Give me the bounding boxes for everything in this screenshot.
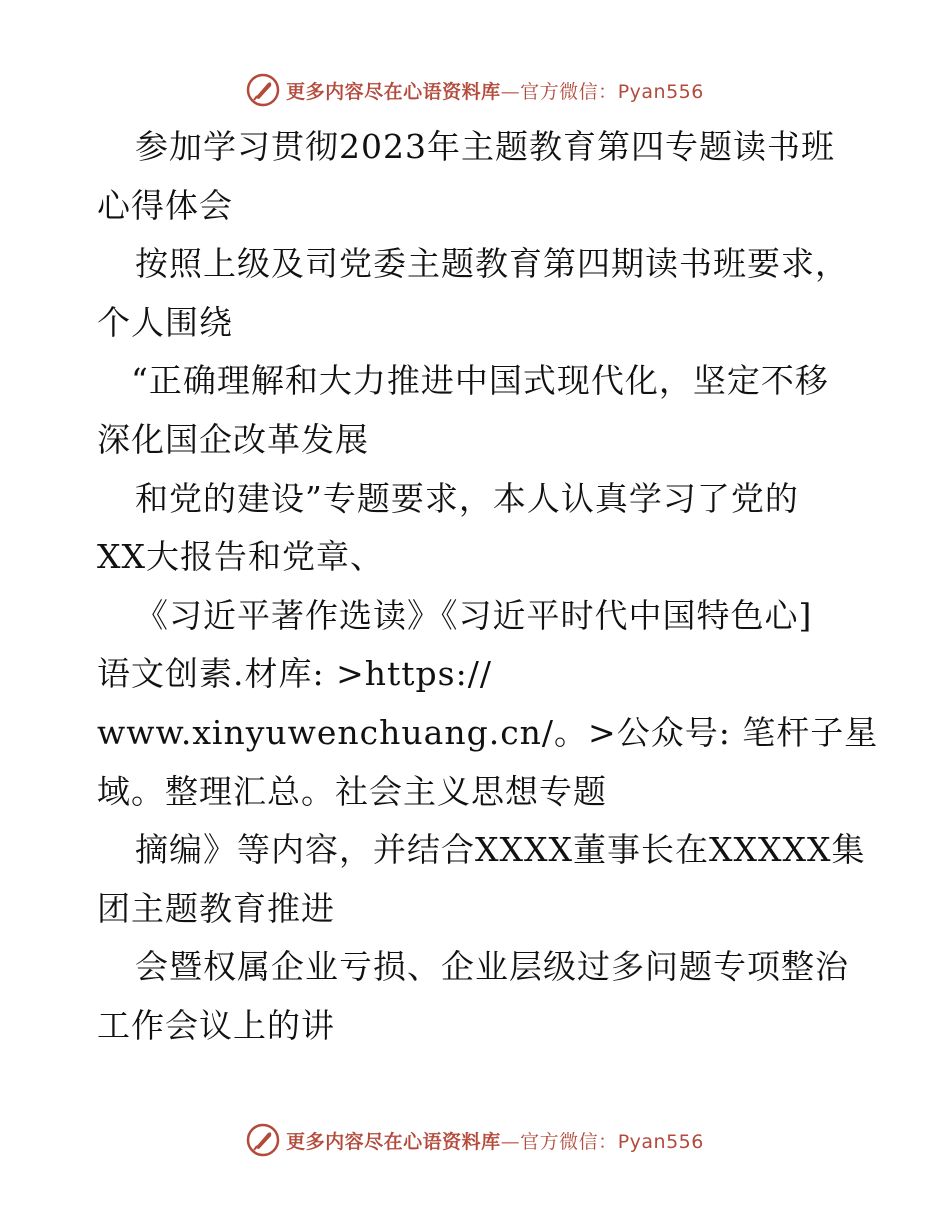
watermark-wechat-id: Pyan556 [617, 1130, 704, 1153]
paragraph-line: 和党的建设”专题要求，本人认真学习了党的 [135, 478, 799, 518]
watermark-main: 更多内容尽在心语资料库 [286, 1130, 501, 1153]
watermark-wechat-label: 官方微信： [520, 80, 618, 103]
watermark-wechat-id: Pyan556 [617, 80, 704, 103]
paragraph-line: 会暨权属企业亏损、企业层级过多问题专项整治 [135, 947, 849, 987]
watermark-text [286, 77, 704, 104]
paragraph-line: 工作会议上的讲 [97, 1005, 335, 1045]
paragraph-line: 个人围绕 [97, 302, 233, 342]
paragraph-line: www.xinyuwenchuang.cn/。>公众号: 笔杆子星 [97, 712, 879, 752]
quill-logo-icon [246, 1123, 280, 1157]
paragraph-line: XX大报告和党章、 [97, 537, 384, 577]
header-watermark [0, 70, 950, 110]
document-body [97, 118, 879, 1056]
paragraph-line: 深化国企改革发展 [97, 419, 369, 459]
paragraph-line: 域。整理汇总。社会主义思想专题 [97, 771, 607, 811]
watermark-main: 更多内容尽在心语资料库 [286, 80, 501, 103]
watermark-sep: — [500, 1130, 521, 1153]
title-line-2: 心得体会 [97, 185, 233, 225]
paragraph-line: 团主题教育推进 [97, 888, 335, 928]
paragraph-line: 语文创素.材库: >https:// [97, 654, 492, 694]
watermark-wechat-label: 官方微信： [520, 1130, 618, 1153]
watermark-sep: — [500, 80, 521, 103]
paragraph-line: 《习近平著作选读》《习近平时代中国特色心] [135, 595, 813, 635]
quill-logo-icon [246, 73, 280, 107]
watermark-text [286, 1127, 704, 1154]
title-line-1: 参加学习贯彻2023年主题教育第四专题读书班 [135, 127, 835, 166]
paragraph-line: 摘编》等内容，并结合XXXX董事长在XXXXX集 [135, 830, 866, 870]
paragraph-line: 按照上级及司党委主题教育第四期读书班要求， [135, 244, 849, 284]
paragraph-line: “正确理解和大力推进中国式现代化，坚定不移 [131, 361, 829, 401]
footer-watermark [0, 1120, 950, 1160]
